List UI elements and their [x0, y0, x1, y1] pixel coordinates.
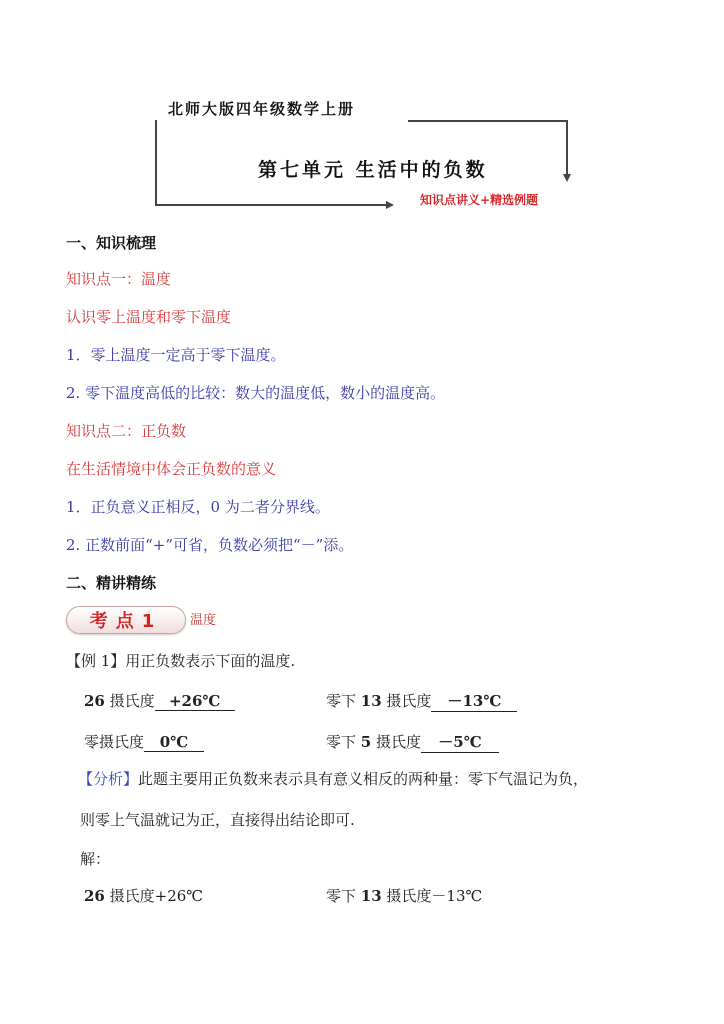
solution-number: 13 — [360, 887, 382, 905]
analysis-line-2: 则零上气温就记为正，直接得出结论即可. — [80, 811, 355, 829]
banner-line-bottom — [155, 204, 387, 206]
exam-point-label: 温度 — [190, 613, 217, 628]
question-text: 摄氏度 — [371, 733, 421, 751]
solution-number: 26 — [84, 887, 105, 905]
question-1 — [84, 690, 235, 711]
question-text: 零下 — [326, 692, 361, 710]
unit-title: 第七单元 生活中的负数 — [258, 159, 488, 181]
knowledge-point-2-item: 1．正负意义正相反，0 为二者分界线。 — [66, 498, 330, 516]
exam-point-badge: 考点1 — [66, 606, 186, 634]
banner-line-right-vertical — [566, 120, 568, 175]
answer-blank: －5℃ — [421, 731, 499, 753]
banner-line-top — [408, 120, 568, 122]
solution-2 — [326, 885, 482, 906]
arrow-right-icon — [386, 201, 394, 209]
question-4 — [326, 731, 499, 753]
question-text: 摄氏度 — [104, 692, 155, 710]
analysis-line-1 — [78, 768, 588, 789]
solution-1 — [84, 885, 203, 906]
question-text: 零下 — [326, 733, 361, 751]
question-number: 13 — [360, 692, 382, 710]
solution-text: 摄氏度+26℃ — [104, 887, 204, 905]
solution-label: 解： — [80, 850, 111, 868]
question-number: 5 — [360, 733, 372, 751]
analysis-text: 此题主要用正负数来表示具有意义相反的两种量：零下气温记为负， — [138, 770, 589, 788]
answer-blank: 0℃ — [144, 733, 204, 752]
question-text: 零摄氏度 — [84, 733, 145, 751]
book-title: 北师大版四年级数学上册 — [168, 100, 356, 118]
knowledge-point-1-subtitle: 认识零上温度和零下温度 — [66, 308, 232, 326]
banner-line-left-vertical — [155, 120, 157, 205]
knowledge-point-1-item: 2. 零下温度高低的比较：数大的温度低，数小的温度高。 — [66, 384, 446, 402]
question-2 — [326, 690, 517, 712]
question-3 — [84, 731, 204, 752]
knowledge-point-2-item: 2. 正数前面“+”可省，负数必须把“－”添。 — [66, 536, 354, 554]
knowledge-point-2-subtitle: 在生活情境中体会正负数的意义 — [66, 460, 277, 478]
knowledge-point-1-item: 1．零上温度一定高于零下温度。 — [66, 346, 286, 364]
knowledge-point-2-title: 知识点二：正负数 — [66, 422, 187, 440]
answer-blank: －13℃ — [431, 690, 517, 712]
knowledge-point-1-title: 知识点一：温度 — [66, 270, 172, 288]
section-heading-knowledge: 一、知识梳理 — [66, 234, 157, 252]
solution-text: 零下 — [326, 887, 361, 905]
solution-text: 摄氏度－13℃ — [381, 887, 483, 905]
question-text: 摄氏度 — [381, 692, 432, 710]
banner-subtitle: 知识点讲义+精选例题 — [420, 193, 539, 207]
section-heading-practice: 二、精讲精练 — [66, 574, 157, 592]
answer-blank: +26℃ — [155, 692, 235, 711]
analysis-tag: 【分析】 — [78, 770, 139, 788]
example-label: 【例 1】用正负数表示下面的温度. — [66, 652, 296, 670]
arrow-down-icon — [563, 174, 571, 182]
question-number: 26 — [84, 692, 105, 710]
